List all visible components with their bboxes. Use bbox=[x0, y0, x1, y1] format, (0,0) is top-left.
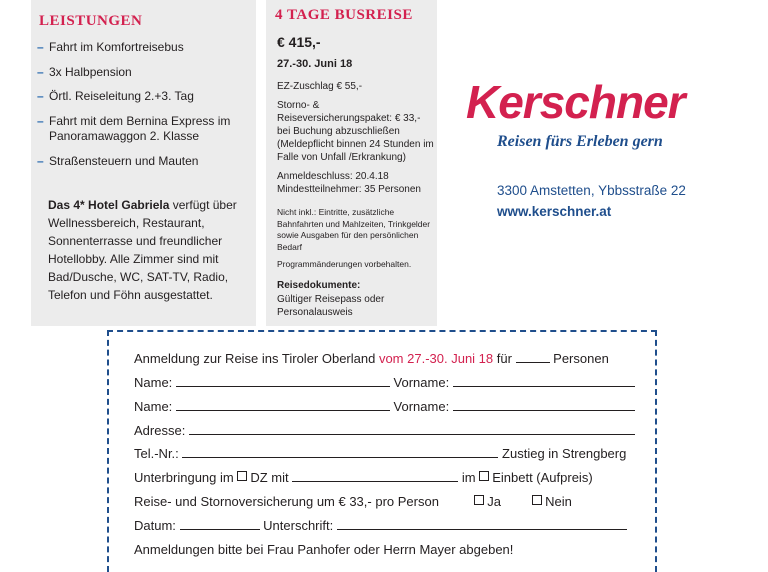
datum-row bbox=[134, 518, 627, 533]
tel-row bbox=[134, 446, 626, 461]
zustieg-text: Zustieg in Strengberg bbox=[502, 446, 627, 461]
name-field[interactable] bbox=[176, 399, 390, 411]
vorname-field[interactable] bbox=[453, 399, 635, 411]
list-item: – Örtl. Reiseleitung 2.+3. Tag bbox=[37, 89, 194, 103]
nicht-inkl: Nicht inkl.: Eintritte, zusätzliche Bahnfahrten und Mahlzeiten, Trinkgelder sowie Ausgaben für den persönlichen Bedarf bbox=[277, 207, 431, 252]
vorname-label: Vorname: bbox=[393, 399, 450, 414]
reisedokumente-text: Gültiger Reisepass oder Personalausweis bbox=[277, 294, 385, 318]
ez-zuschlag: EZ-Zuschlag € 55,- bbox=[277, 81, 363, 92]
nein-checkbox[interactable] bbox=[532, 495, 542, 505]
form-intro-dates: vom 27.-30. Juni 18 bbox=[378, 351, 494, 366]
name-row-2 bbox=[134, 399, 635, 414]
name-label: Name: bbox=[134, 399, 173, 414]
list-item: – Fahrt mit dem Bernina Express im Panoramawaggon 2. Klasse bbox=[37, 113, 231, 143]
busreise-panel bbox=[266, 0, 437, 326]
leistungen-list bbox=[37, 40, 252, 178]
dz-mit-field[interactable] bbox=[292, 470, 458, 482]
versicherung-row: Reise- und Stornoversicherung um € 33,- pro Person Ja Nein bbox=[134, 494, 572, 509]
leistungen-heading: LEISTUNGEN bbox=[39, 13, 143, 29]
hotel-name: Das 4* Hotel Gabriela bbox=[48, 198, 170, 212]
leistungen-panel bbox=[31, 0, 256, 326]
versicherung-label: Reise- und Stornoversicherung um € 33,- pro Person bbox=[134, 494, 439, 509]
unterbringung-row: Unterbringung im DZ mit im Einbett (Aufpreis) bbox=[134, 470, 593, 485]
travel-dates: 27.-30. Juni 18 bbox=[277, 58, 353, 70]
anmeldeschluss: Anmeldeschluss: 20.4.18 Mindestteilnehmer: 35 Personen bbox=[277, 171, 421, 195]
tel-label: Tel.-Nr.: bbox=[134, 446, 179, 461]
name-field[interactable] bbox=[176, 375, 390, 387]
vorname-label: Vorname: bbox=[393, 375, 450, 390]
dz-checkbox[interactable] bbox=[237, 471, 247, 481]
kerschner-logo: Kerschner bbox=[466, 76, 685, 128]
busreise-heading: 4 TAGE BUSREISE bbox=[275, 7, 413, 23]
address: 3300 Amstetten, Ybbsstraße 22 bbox=[497, 183, 686, 198]
programm-note: Programmänderungen vorbehalten. bbox=[277, 259, 412, 269]
name-row-1 bbox=[134, 375, 635, 390]
tagline: Reisen fürs Erleben gern bbox=[497, 133, 663, 150]
list-item: – Straßensteuern und Mauten bbox=[37, 153, 199, 168]
reisedokumente-title: Reisedokumente: bbox=[277, 280, 361, 291]
adresse-row bbox=[134, 423, 635, 438]
mindestteilnehmer: Mindestteilnehmer: 35 Personen bbox=[277, 184, 421, 195]
list-item: – 3x Halbpension bbox=[37, 64, 132, 79]
datum-label: Datum: bbox=[134, 518, 176, 533]
hotel-description: Das 4* Hotel Gabriela verfügt über Wellnessbereich, Restaurant, Sonnenterrasse und freundlicher Hotellobby. Alle Zimmer sind mit Bad/Dusche, WC, SAT-TV, Radio, Telefon und Föhn ausgestattet. bbox=[48, 198, 237, 302]
adresse-label: Adresse: bbox=[134, 423, 186, 438]
ja-checkbox[interactable] bbox=[474, 495, 484, 505]
list-item: – Fahrt im Komfortreisebus bbox=[37, 40, 184, 54]
datum-field[interactable] bbox=[180, 518, 260, 530]
vorname-field[interactable] bbox=[453, 375, 635, 387]
name-label: Name: bbox=[134, 375, 173, 390]
storno-info: Storno- & Reiseversicherungspaket: € 33,- bei Buchung abzuschließen (Meldepflicht binnen 24 Stunden im Falle von Unfall /Erkrankung) bbox=[277, 100, 434, 163]
persons-count-field[interactable] bbox=[516, 351, 550, 363]
form-footer: Anmeldungen bitte bei Frau Panhofer oder Herrn Mayer abgeben! bbox=[134, 542, 514, 557]
form-intro: Anmeldung zur Reise ins Tiroler Oberland vom 27.-30. Juni 18 für Personen bbox=[134, 351, 609, 366]
unterschrift-label: Unterschrift: bbox=[263, 518, 334, 533]
unterschrift-field[interactable] bbox=[337, 518, 627, 530]
unterbringung-label: Unterbringung im bbox=[134, 470, 234, 485]
price: € 415,- bbox=[277, 34, 321, 50]
adresse-field[interactable] bbox=[189, 423, 635, 435]
website-link[interactable]: www.kerschner.at bbox=[497, 204, 612, 219]
einbett-checkbox[interactable] bbox=[479, 471, 489, 481]
tel-field[interactable] bbox=[182, 446, 498, 458]
